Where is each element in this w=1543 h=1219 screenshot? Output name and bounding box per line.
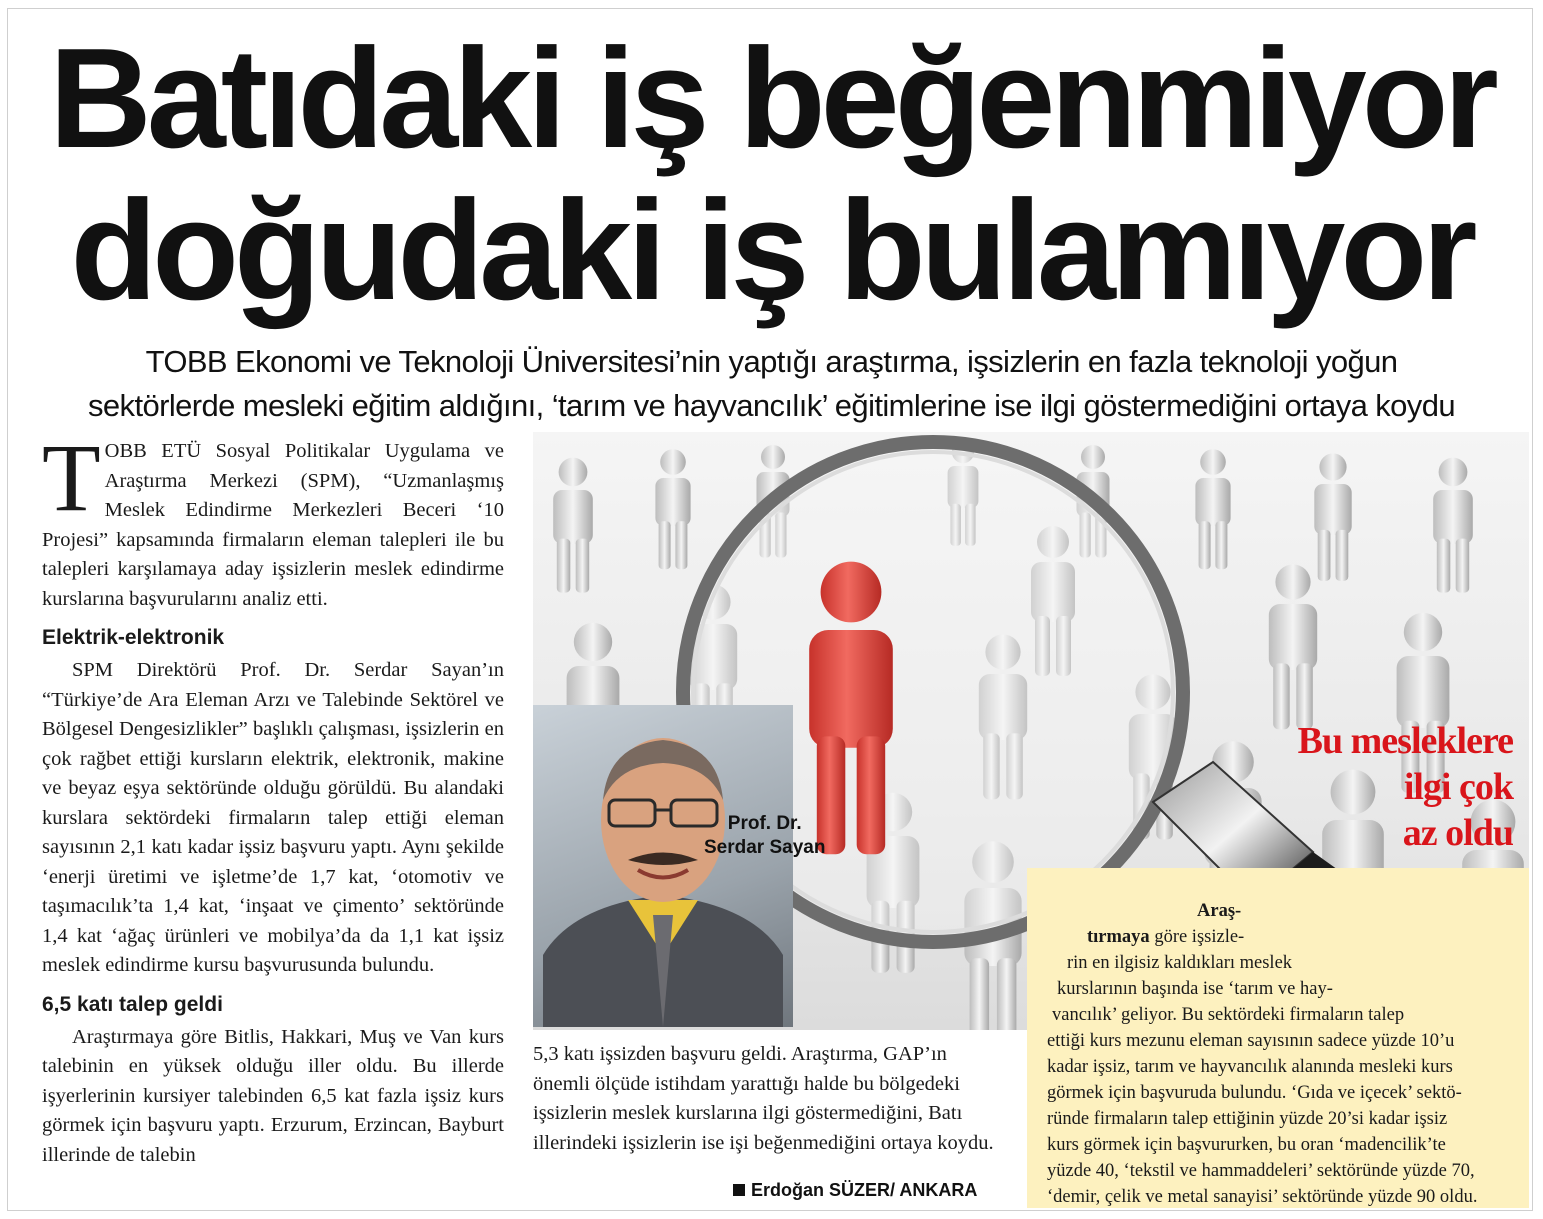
byline-text: Erdoğan SÜZER/ ANKARA <box>751 1180 978 1200</box>
sidebar-line-0: Araş- <box>1197 901 1242 921</box>
sidebar-heading <box>1298 718 1513 856</box>
subhead-talep: 6,5 katı talep geldi <box>42 992 223 1016</box>
drop-cap: T <box>42 424 101 531</box>
sidebar-line-9: kurs görmek için başvururken, bu oran ‘madencilik’te <box>1047 1135 1446 1155</box>
sidebar-line-7: görmek için başvuruda bulundu. ‘Gıda ve içecek’ sektö- <box>1047 1083 1462 1103</box>
byline-square-icon <box>733 1184 745 1196</box>
portrait-photo <box>533 705 793 1027</box>
sidebar-line-3: kurslarının başında ise ‘tarım ve hay- <box>1057 979 1333 999</box>
caption-line-2: Serdar Sayan <box>704 837 826 858</box>
subheadline-line-1: TOBB Ekonomi ve Teknoloji Üniversitesi’nin yaptığı araştırma, işsizlerin en fazla teknoloji yoğun <box>145 344 1398 379</box>
sidebar-heading-line-2: ilgi çok <box>1403 766 1513 808</box>
subheadline <box>20 340 1523 428</box>
paragraph-2: Araştırmaya göre Bitlis, Hakkari, Muş ve Van kurs talebinin en yüksek olduğu iller oldu. Bu illerde işyerlerinin kursiyer talebinden 6,5 kat fazla işsiz kurs görmek için başvuru yaptı. Erzurum, Erzincan, Bayburt illerinde de talebin <box>42 1025 504 1166</box>
caption-line-1: Prof. Dr. <box>727 813 802 834</box>
sidebar-line-10: yüzde 40, ‘tekstil ve hammaddeleri’ sektöründe yüzde 70, <box>1047 1161 1475 1181</box>
sidebar-heading-line-1: Bu mesleklere <box>1297 720 1513 762</box>
sidebar-heading-line-3: az oldu <box>1402 812 1513 854</box>
byline <box>733 1180 977 1201</box>
sidebar-text <box>1047 898 1509 1210</box>
sidebar-line-2: rin en ilgisiz kaldıkları meslek <box>1067 953 1293 973</box>
headline-line-1: Batıdaki iş beğenmiyor <box>49 19 1494 178</box>
sidebar-line-6: kadar işsiz, tarım ve hayvancılık alanında mesleki kurs <box>1047 1057 1453 1077</box>
sidebar-line-1: tırmaya göre işsizle- <box>1087 927 1245 947</box>
subheadline-line-2: sektörlerde mesleki eğitim aldığını, ‘tarım ve hayvancılık’ eğitimlerine ise ilgi göstermediğini ortaya koydu <box>88 388 1455 423</box>
sidebar-line-4: vancılık’ geliyor. Bu sektördeki firmaların talep <box>1052 1005 1405 1025</box>
sidebar-line-8: ründe firmaların talep ettiğinin yüzde 20’si kadar işsiz <box>1047 1109 1448 1129</box>
sidebar-line-11: ‘demir, çelik ve metal sanayisi’ sektöründe yüzde 90 oldu. <box>1047 1187 1478 1207</box>
portrait-illustration <box>533 705 793 1027</box>
sidebar-line-5: ettiği kurs mezunu eleman sayısının sadece yüzde 10’u <box>1047 1031 1455 1051</box>
paragraph-3: 5,3 katı işsizden başvuru geldi. Araştırma, GAP’ın önemli ölçüde istihdam yarattığı halde bu bölgedeki işsizlerin meslek kurslarına ilgi göstermediğini, Batı illerindeki işsizlerin ise işi beğenmediğini ortaya koydu. <box>533 1043 994 1154</box>
article-column-2 <box>533 1040 1003 1158</box>
lead-paragraph <box>42 424 504 614</box>
subhead-elektrik: Elektrik-elektronik <box>42 626 225 649</box>
lead-text: OBB ETÜ Sosyal Politikalar Uygulama ve Araştırma Merkezi (SPM), “Uzmanlaşmış Meslek Edindirme Merkezleri Beceri ‘10 Projesi” kapsamında firmaların eleman talepleri ile bu talepleri karşılamaya aday işsizlerin meslek edindirme kurslarına başvurularını analiz etti. <box>42 440 504 610</box>
photo-caption <box>704 812 825 860</box>
paragraph-1: SPM Direktörü Prof. Dr. Serdar Sayan’ın “Türkiye’de Ara Eleman Arzı ve Talebinde Sektörel ve Bölgesel Dengesizlikler” başlıklı çalışması, işsizlerin en çok rağbet ettiği kursların elektrik, elektronik, makine ve beyaz eşya sektöründe olduğu görüldü. Bu alandaki kurslara sektördeki firmaların talep ettiği eleman sayısının 2,1 katı kadar işsiz başvuru yaptı. Aynı şekilde ‘enerji üretimi ve işletme’de 1,7 kat, ‘otomotiv ve taşımacılık’ta 1,4 kat, ‘inşaat ve çimento’ sektöründe 1,4 kat ‘ağaç ürünleri ve mobilya’da da 1,1 kat işsiz meslek edindirme kursu başvurusunda bulundu. <box>42 659 504 976</box>
article-column-1 <box>42 424 504 1170</box>
headline-line-2: doğudaki iş bulamıyor <box>70 171 1473 330</box>
